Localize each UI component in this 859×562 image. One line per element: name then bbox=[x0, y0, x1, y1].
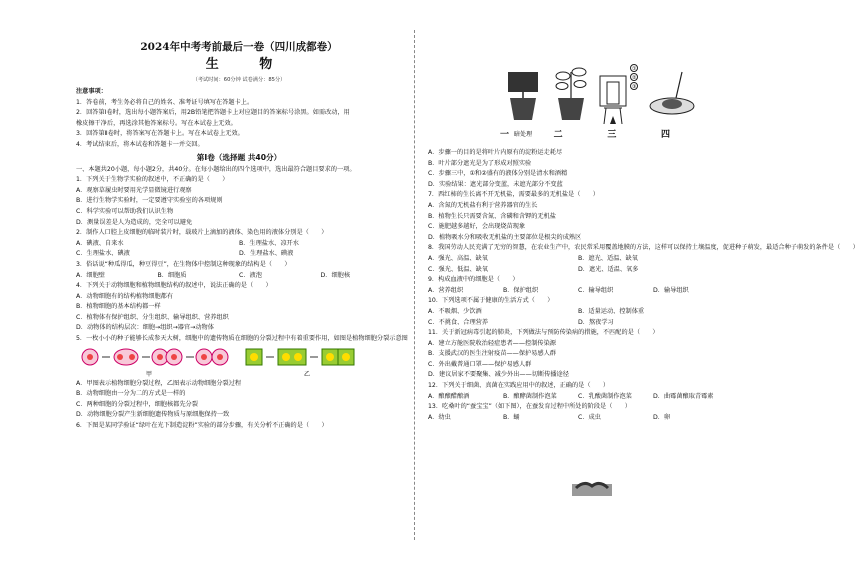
section-intro: 一、本题共20小题，每小题2分，共40分。在每小题给出的四个选项中，选出最符合题目要求的一项。 bbox=[76, 165, 356, 173]
dark-treatment-label: 暗处理 bbox=[514, 131, 533, 138]
answer-option: B．遮光、适温、缺氧 bbox=[578, 254, 638, 262]
notice-item: 2．回答第Ⅰ卷时，选出每小题答案后，用2B铅笔把答题卡上对应题目的答案标号涂黑。如需改动，用 bbox=[76, 109, 350, 117]
question-stem: 9．构成血液中的细胞是（ ） bbox=[428, 276, 519, 284]
answer-option: A．建立方舱医院收治轻症患者——控制传染源 bbox=[428, 339, 556, 347]
answer-option: C．强光、低温、缺氧 bbox=[428, 265, 489, 273]
answer-row bbox=[76, 249, 402, 260]
answer-option: B．植物细胞的基本结构都一样 bbox=[76, 303, 161, 311]
flask-mark: ② bbox=[632, 75, 637, 81]
left-column bbox=[76, 40, 408, 432]
notice-item: 4．考试结束后，将本试卷和答题卡一并交回。 bbox=[76, 140, 204, 148]
figure-label-b: 乙 bbox=[304, 370, 311, 378]
answer-row bbox=[428, 392, 728, 403]
answer-option: A．动物细胞有的结构植物细胞都有 bbox=[76, 292, 174, 300]
question-stem: 12．下列关于细菌、真菌在实践应用中的叙述，正确的是（ ） bbox=[428, 382, 610, 390]
answer-option: B．酿酵菌制作泡菜 bbox=[503, 392, 557, 400]
answer-option: B．细胞质 bbox=[157, 271, 187, 279]
answer-option: B．支援武汉的医生注射疫苗——保护易感人群 bbox=[428, 350, 556, 358]
answer-option: C．科学实验可以帮助我们认识生物 bbox=[76, 207, 174, 215]
answer-option: D．实验结果：遮光部分变蓝，未遮光部分不变蓝 bbox=[428, 180, 563, 188]
step-3: 三 bbox=[607, 130, 617, 140]
animal-cells bbox=[82, 349, 228, 365]
answer-option: D．生理盐水、碘液 bbox=[239, 250, 294, 258]
cell-division-figure bbox=[76, 345, 402, 379]
question-stem: 3．俗话说“种瓜得瓜，种豆得豆”，在生物体中控制这种现象的结构是（ ） bbox=[76, 260, 291, 268]
answer-option: A．强光、高温、缺氧 bbox=[428, 254, 488, 262]
subject-title: 生 物 bbox=[205, 57, 291, 72]
answer-option: C．两种细胞的分裂过程中，细胞核都先分裂 bbox=[76, 400, 198, 408]
answer-option: A．细胞壁 bbox=[76, 271, 105, 279]
left-questions bbox=[76, 175, 408, 431]
answer-option: D．建议居家不要聚集、减少外出——切断传播途径 bbox=[428, 371, 569, 379]
question-stem: 13．吃桑叶的“蚕宝宝”（如下图），在蚕发育过程中所处的阶段是（ ） bbox=[428, 403, 631, 411]
answer-option: B．保护组织 bbox=[503, 286, 539, 294]
answer-option: D．植物吸水分和吸收无机盐的主要部位是根尖的成熟区 bbox=[428, 233, 582, 241]
answer-option: D．动物体的结构层次：细胞→组织→器官→动物体 bbox=[76, 324, 214, 332]
column-divider bbox=[414, 30, 415, 540]
exam-meta: （考试时间：60分钟 试卷满分：85分） bbox=[192, 77, 286, 83]
section-title: 第Ⅰ卷（选择题 共40分） bbox=[196, 152, 282, 162]
step-4: 四 bbox=[660, 130, 670, 140]
answer-option: B．进行生物学实验时，一定要遵守实验室的各项规则 bbox=[76, 197, 223, 205]
notice-item: 1．答卷前，考生务必将自己的姓名、准考证号填写在答题卡上。 bbox=[76, 98, 254, 106]
answer-row bbox=[76, 271, 402, 282]
answer-option: B．生理盐水、凉开水 bbox=[239, 239, 299, 247]
answer-option: B．植物生长只需要含氮、含磷和含钾的无机盐 bbox=[428, 212, 556, 220]
flask-mark: ③ bbox=[632, 84, 637, 90]
answer-option: D．动物细胞分裂产生新细胞遗传物质与原细胞保持一致 bbox=[76, 411, 230, 419]
question-stem: 4．下列关于动物细胞和植物细胞结构的叙述中，说法正确的是（ ） bbox=[76, 282, 272, 290]
question-stem: 2．制作人口腔上皮细胞的临时装片时，载玻片上滴加的液体、染色用的液体分别是（ ） bbox=[76, 229, 328, 237]
answer-option: D．卵 bbox=[653, 413, 671, 421]
question-stem: 11．关于新冠病毒引起的肺炎，下列做法与预防传染病的措施，不匹配的是（ ） bbox=[428, 329, 659, 337]
answer-option: C．输导组织 bbox=[578, 286, 614, 294]
answer-option: D．曲霉菌酿取青霉素 bbox=[653, 392, 714, 400]
answer-option: C．步骤三中，①和②盛有的液体分别是清水和酒精 bbox=[428, 170, 568, 178]
answer-option: C．乳酸菌制作泡菜 bbox=[578, 392, 632, 400]
answer-option: B．适量运动、控制体重 bbox=[578, 307, 645, 315]
notice-item: 3．回答第Ⅱ卷时，将答案写在答题卡上。写在本试卷上无效。 bbox=[76, 130, 244, 138]
answer-option: A．营养组织 bbox=[428, 286, 464, 294]
question-stem: 7．西红柿的生长离不开无机盐，需要最多的无机盐是（ ） bbox=[428, 191, 599, 199]
flask-mark: ① bbox=[632, 66, 637, 72]
answer-option: C．成虫 bbox=[578, 413, 601, 421]
answer-option: C．植物体有保护组织、分生组织、输导组织、营养组织 bbox=[76, 313, 229, 321]
answer-row bbox=[428, 286, 728, 297]
notice-heading: 注意事项： bbox=[76, 88, 107, 95]
answer-option: A．观察草履虫时要用光学显微镜进行观察 bbox=[76, 186, 192, 194]
answer-row bbox=[428, 265, 728, 276]
figure-label-a: 甲 bbox=[146, 370, 153, 378]
answer-option: A．甲图表示植物细胞分裂过程，乙图表示动物细胞分裂过程 bbox=[76, 379, 242, 387]
exam-title: 2024年中考考前最后一卷（四川成都卷） bbox=[140, 41, 338, 53]
answer-row bbox=[428, 318, 728, 329]
question-stem: 5．一枚小小的种子能够长成参天大树，细胞中的遗传物质在细胞的分裂过程中有着重要作用，如图是植物细胞分裂示意图 bbox=[76, 335, 408, 343]
right-column bbox=[428, 62, 859, 423]
notice-list bbox=[76, 98, 402, 151]
answer-option: D．细胞核 bbox=[320, 271, 351, 279]
plant-cells bbox=[246, 349, 354, 365]
answer-option: A．含氮的无机盐有利于营养器官的生长 bbox=[428, 201, 538, 209]
answer-option: C．液泡 bbox=[239, 271, 262, 279]
answer-option: D．输导组织 bbox=[653, 286, 689, 294]
answer-row bbox=[428, 254, 728, 265]
answer-row bbox=[76, 239, 402, 250]
answer-option: A．酿酿醋酿酒 bbox=[428, 392, 470, 400]
answer-option: D．测量误差是人为造成的，完全可以避免 bbox=[76, 218, 193, 226]
answer-option: B．蛹 bbox=[503, 413, 520, 421]
step-1: 一 bbox=[500, 130, 510, 140]
right-questions bbox=[428, 148, 859, 423]
question-stem: 10．下列选项不属于健康的生活方式（ ） bbox=[428, 297, 554, 305]
step-2: 二 bbox=[553, 130, 563, 140]
answer-row bbox=[428, 413, 728, 424]
question-stem: 8．我国劳动人民充满了无穷的智慧，在农业生产中，农民常采用覆盖地膜的方法，这样可以保持土壤温度，促进种子萌发，最适合种子萌发的条件是（ ） bbox=[428, 244, 859, 252]
silkworm-image bbox=[572, 478, 612, 496]
answer-option: D．遮光、适温、氧多 bbox=[578, 265, 639, 273]
answer-option: B．叶片部分遮光是为了形成对照实验 bbox=[428, 159, 532, 167]
answer-option: D．熬夜学习 bbox=[578, 318, 614, 326]
answer-option: C．不挑食、合理营养 bbox=[428, 318, 489, 326]
answer-option: A．步骤一的目的是将叶片内原有的淀粉运走耗尽 bbox=[428, 149, 563, 156]
answer-option: C．外出戴普通口罩——保护易感人群 bbox=[428, 360, 532, 368]
answer-option: B．动物细胞由一分为二的方式是一样的 bbox=[76, 390, 186, 398]
answer-row bbox=[428, 307, 728, 318]
notice-item: 橡皮擦干净后，再选涂其他答案标号。写在本试卷上无效。 bbox=[76, 119, 237, 127]
answer-option: A．幼虫 bbox=[428, 413, 451, 421]
answer-option: A．不吸烟、少饮酒 bbox=[428, 307, 482, 315]
answer-option: A．碘液、自来水 bbox=[76, 239, 124, 247]
question-stem: 1．下列关于生物学实验的叙述中，不正确的是（ ） bbox=[76, 176, 229, 184]
question-stem: 6．下图是某同学验证“绿叶在光下制造淀粉”实验的部分步骤，有关分析不正确的是（ ） bbox=[76, 422, 328, 430]
answer-option: C．生理盐水、碘液 bbox=[76, 250, 130, 258]
answer-option: C．施肥越多越好，会出现烧苗现象 bbox=[428, 223, 526, 231]
